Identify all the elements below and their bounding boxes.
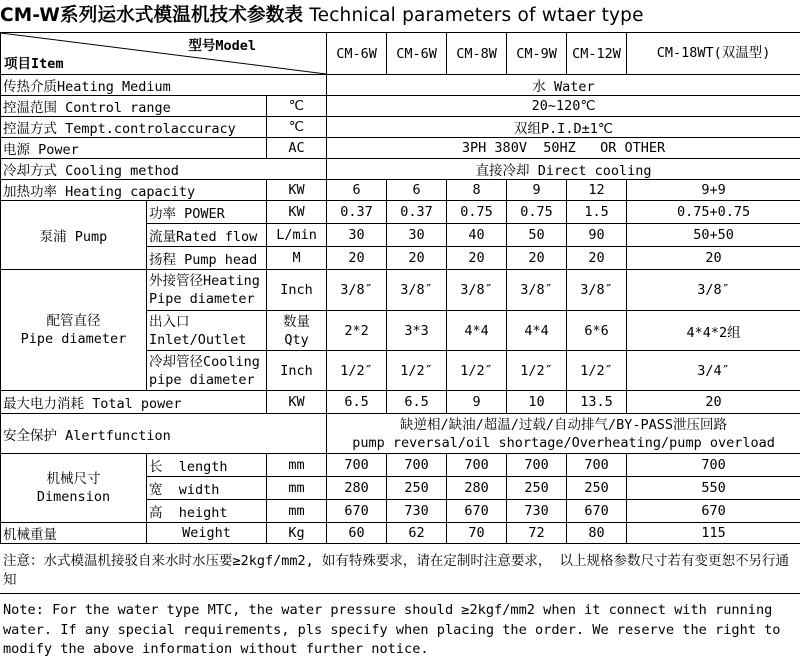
value-cell: 70 bbox=[447, 523, 507, 544]
value-cell: 直接冷却 Direct cooling bbox=[327, 159, 800, 180]
value-cell: 12 bbox=[567, 180, 627, 201]
value-cell: 30 bbox=[327, 224, 387, 247]
value-cell bbox=[327, 414, 800, 454]
row-weight bbox=[1, 523, 800, 544]
unit-cell: mm bbox=[267, 477, 327, 500]
row-pipe-heating bbox=[1, 270, 800, 311]
sub-label: 长 length bbox=[147, 454, 267, 477]
value-cell: 550 bbox=[627, 477, 800, 500]
row-dim-length bbox=[1, 454, 800, 477]
unit-cell: L/min bbox=[267, 224, 327, 247]
cell-line-2: Dimension bbox=[36, 489, 111, 505]
value-cell: 1/2″ bbox=[447, 351, 507, 391]
sub-label: 高 height bbox=[147, 500, 267, 523]
unit-cell: AC bbox=[267, 138, 327, 159]
value-cell: 20 bbox=[327, 247, 387, 270]
value-cell: 9 bbox=[507, 180, 567, 201]
model-header: CM-6W bbox=[387, 33, 447, 75]
cell-line-1: 机械尺寸 bbox=[46, 471, 101, 487]
model-header: CM-9W bbox=[507, 33, 567, 75]
cell-line-2: pump reversal/oil shortage/Overheating/pump overload bbox=[352, 434, 775, 451]
note-divider bbox=[0, 593, 800, 594]
value-cell: 115 bbox=[627, 523, 800, 544]
row-label: 控温范围 Control range bbox=[1, 96, 267, 117]
value-cell: 3/8″ bbox=[327, 270, 387, 311]
row-heating-capacity bbox=[1, 180, 800, 201]
value-cell: 6.5 bbox=[327, 391, 387, 414]
unit-cell bbox=[267, 311, 327, 351]
unit-cell: Kg bbox=[267, 523, 327, 544]
value-cell: 2*2 bbox=[327, 311, 387, 351]
row-label: 最大电力消耗 Total power bbox=[1, 391, 267, 414]
value-cell: 8 bbox=[447, 180, 507, 201]
header-row bbox=[1, 33, 800, 75]
value-cell: 水 Water bbox=[327, 75, 800, 96]
note-en: Note: For the water type MTC, the water pressure should ≥2kgf/mm2 when it connect with running water. If any special requirements, pls specify when placing the order. We reserve the right to modify the above information without further notice. bbox=[3, 602, 781, 657]
value-cell: 20 bbox=[507, 247, 567, 270]
value-cell: 50+50 bbox=[627, 224, 800, 247]
value-cell: 0.37 bbox=[387, 201, 447, 224]
value-cell: 6*6 bbox=[567, 311, 627, 351]
value-cell: 670 bbox=[567, 500, 627, 523]
unit-cell: Inch bbox=[267, 270, 327, 311]
value-cell: 3/8″ bbox=[567, 270, 627, 311]
value-cell: 90 bbox=[567, 224, 627, 247]
sub-label: 功率 POWER bbox=[147, 201, 267, 224]
cell-line-2: Pipe diameter bbox=[149, 291, 255, 307]
value-cell: 730 bbox=[387, 500, 447, 523]
sub-label: 宽 width bbox=[147, 477, 267, 500]
cell-line-1: 数量 bbox=[283, 313, 311, 330]
row-label: 控温方式 Tempt.controlaccuracy bbox=[1, 117, 267, 138]
value-cell: 250 bbox=[387, 477, 447, 500]
row-control-range bbox=[1, 96, 800, 117]
value-cell: 3PH 380V 50HZ OR OTHER bbox=[327, 138, 800, 159]
model-header: CM-6W bbox=[327, 33, 387, 75]
value-cell: 3*3 bbox=[387, 311, 447, 351]
value-cell: 10 bbox=[507, 391, 567, 414]
cell-line-1: 冷却管径Cooling bbox=[149, 353, 260, 370]
row-label: 冷却方式 Cooling method bbox=[1, 159, 327, 180]
value-cell: 4*4*2组 bbox=[627, 311, 800, 351]
value-cell: 6 bbox=[387, 180, 447, 201]
unit-cell: M bbox=[267, 247, 327, 270]
cell-line-2: Pipe diameter bbox=[20, 331, 127, 347]
cell-line-1: 缺逆相/缺油/超温/过载/自动排气/BY-PASS泄压回路 bbox=[400, 416, 728, 433]
model-header: CM-8W bbox=[447, 33, 507, 75]
unit-cell: mm bbox=[267, 500, 327, 523]
value-cell: 670 bbox=[627, 500, 800, 523]
header-diagonal-cell bbox=[1, 33, 327, 75]
value-cell: 0.75 bbox=[447, 201, 507, 224]
value-cell: 30 bbox=[387, 224, 447, 247]
row-label: 加热功率 Heating capacity bbox=[1, 180, 267, 201]
group-label bbox=[1, 270, 147, 391]
value-cell: 4*4 bbox=[507, 311, 567, 351]
value-cell: 72 bbox=[507, 523, 567, 544]
cell-line-2: Qty bbox=[284, 331, 309, 348]
value-cell: 280 bbox=[327, 477, 387, 500]
model-header: CM-18WT(双温型) bbox=[627, 33, 800, 75]
value-cell: 9 bbox=[447, 391, 507, 414]
value-cell: 730 bbox=[507, 500, 567, 523]
sub-label: Weight bbox=[147, 523, 267, 544]
value-cell: 60 bbox=[327, 523, 387, 544]
row-medium bbox=[1, 75, 800, 96]
value-cell: 20 bbox=[627, 247, 800, 270]
note-cn: 注意：水式模温机接驳自来水时水压要≥2kgf/mm2, 如有特殊要求，请在定制时注意要求， 以上规格参数尺寸若有变更恕不另行通知 bbox=[3, 553, 790, 588]
value-cell: 0.75 bbox=[507, 201, 567, 224]
value-cell: 3/4″ bbox=[627, 351, 800, 391]
model-label: 型号Model bbox=[188, 38, 257, 54]
value-cell: 4*4 bbox=[447, 311, 507, 351]
value-cell: 3/8″ bbox=[387, 270, 447, 311]
cell-line-1: 配管直径 bbox=[46, 313, 101, 329]
value-cell: 6 bbox=[327, 180, 387, 201]
value-cell: 1/2″ bbox=[387, 351, 447, 391]
sub-label bbox=[147, 311, 267, 351]
cell-line-1: 出入口 bbox=[149, 313, 190, 330]
title-en: Technical parameters of wtaer type bbox=[309, 5, 644, 26]
value-cell: 0.37 bbox=[327, 201, 387, 224]
value-cell: 20 bbox=[447, 247, 507, 270]
value-cell: 50 bbox=[507, 224, 567, 247]
unit-cell: Inch bbox=[267, 351, 327, 391]
value-cell: 670 bbox=[447, 500, 507, 523]
unit-cell: KW bbox=[267, 180, 327, 201]
value-cell: 20 bbox=[627, 391, 800, 414]
value-cell: 20 bbox=[387, 247, 447, 270]
value-cell: 1.5 bbox=[567, 201, 627, 224]
value-cell: 20~120℃ bbox=[327, 96, 800, 117]
group-label bbox=[1, 454, 147, 523]
row-label: 安全保护 Alertfunction bbox=[1, 414, 327, 454]
title-cn: CM-W系列运水式模温机技术参数表 bbox=[0, 5, 304, 26]
value-cell: 62 bbox=[387, 523, 447, 544]
value-cell: 700 bbox=[387, 454, 447, 477]
unit-cell: KW bbox=[267, 391, 327, 414]
row-label: 传热介质Heating Medium bbox=[1, 75, 327, 96]
row-cooling bbox=[1, 159, 800, 180]
item-label: 项目Item bbox=[4, 56, 64, 72]
unit-cell: ℃ bbox=[267, 96, 327, 117]
cell-line-2: pipe diameter bbox=[149, 371, 255, 388]
value-cell: 700 bbox=[507, 454, 567, 477]
unit-cell: mm bbox=[267, 454, 327, 477]
value-cell: 6.5 bbox=[387, 391, 447, 414]
value-cell: 1/2″ bbox=[507, 351, 567, 391]
spec-table bbox=[0, 32, 800, 544]
sub-label: 扬程 Pump head bbox=[147, 247, 267, 270]
page-title bbox=[0, 0, 800, 32]
value-cell: 40 bbox=[447, 224, 507, 247]
row-label: 电源 Power bbox=[1, 138, 267, 159]
value-cell: 250 bbox=[567, 477, 627, 500]
value-cell: 700 bbox=[627, 454, 800, 477]
value-cell: 1/2″ bbox=[567, 351, 627, 391]
row-total-power bbox=[1, 391, 800, 414]
value-cell: 1/2″ bbox=[327, 351, 387, 391]
group-label: 泵浦 Pump bbox=[1, 201, 147, 270]
value-cell: 700 bbox=[447, 454, 507, 477]
cell-line-2: Inlet/Outlet bbox=[149, 331, 247, 348]
value-cell: 13.5 bbox=[567, 391, 627, 414]
model-header: CM-12W bbox=[567, 33, 627, 75]
row-label: 机械重量 bbox=[1, 523, 147, 544]
value-cell: 280 bbox=[447, 477, 507, 500]
value-cell: 20 bbox=[567, 247, 627, 270]
value-cell: 700 bbox=[327, 454, 387, 477]
value-cell: 80 bbox=[567, 523, 627, 544]
value-cell: 3/8″ bbox=[627, 270, 800, 311]
value-cell: 670 bbox=[327, 500, 387, 523]
value-cell: 250 bbox=[507, 477, 567, 500]
unit-cell: KW bbox=[267, 201, 327, 224]
value-cell: 3/8″ bbox=[507, 270, 567, 311]
value-cell: 700 bbox=[567, 454, 627, 477]
row-control-mode bbox=[1, 117, 800, 138]
row-pump-power bbox=[1, 201, 800, 224]
sub-label: 流量Rated flow bbox=[147, 224, 267, 247]
value-cell: 双组P.I.D±1℃ bbox=[327, 117, 800, 138]
sub-label bbox=[147, 351, 267, 391]
row-safety bbox=[1, 414, 800, 454]
value-cell: 3/8″ bbox=[447, 270, 507, 311]
unit-cell: ℃ bbox=[267, 117, 327, 138]
sub-label bbox=[147, 270, 267, 311]
row-power-supply bbox=[1, 138, 800, 159]
cell-line-1: 外接管径Heating bbox=[149, 273, 260, 289]
value-cell: 9+9 bbox=[627, 180, 800, 201]
value-cell: 0.75+0.75 bbox=[627, 201, 800, 224]
